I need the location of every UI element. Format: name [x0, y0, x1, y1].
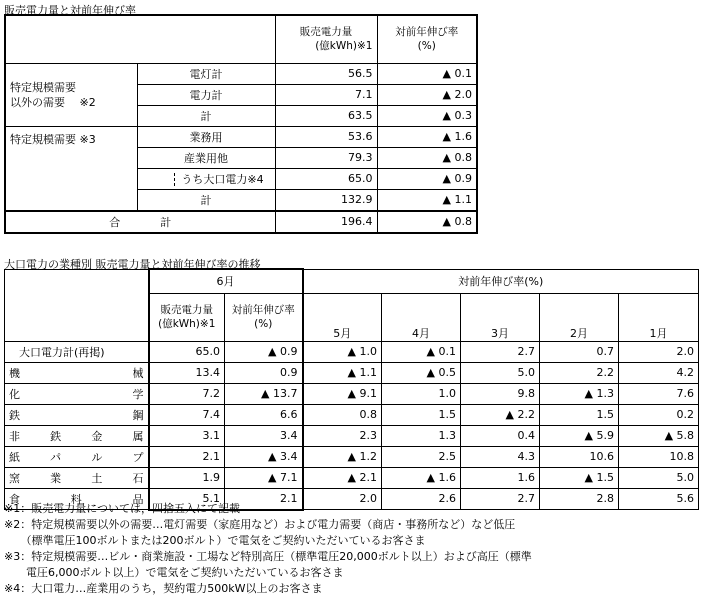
industry-label [5, 404, 149, 425]
industry-rows [5, 341, 699, 510]
growth-month: 2.7 [461, 341, 540, 362]
growth-month: ▲ 1.3 [540, 383, 619, 404]
industry-label-char: 非 [9, 429, 20, 443]
row-value: 56.5 [275, 63, 377, 84]
footnote-line: ※3：特定規模需要…ビル・商業施設・工場など特別高圧（標準電圧20,000ボルト以上）および高圧（標準 [4, 550, 532, 563]
industry-label-chars [9, 449, 144, 465]
table-row [5, 446, 699, 467]
growth-month: 1.3 [382, 425, 461, 446]
growth-header: 対前年伸び率(%) [303, 269, 699, 293]
header-blank [5, 15, 275, 63]
row-label: 産業用他 [137, 147, 275, 168]
growth-month: 10.6 [540, 446, 619, 467]
row-value: 63.5 [275, 105, 377, 126]
growth-month: 0.7 [540, 341, 619, 362]
header-growth-unit: (%) [417, 40, 436, 53]
growth-june: ▲ 7.1 [225, 467, 303, 488]
growth-month: ▲ 1.5 [540, 467, 619, 488]
industry-label-chars [9, 470, 144, 486]
growth-june: ▲ 0.9 [225, 341, 303, 362]
growth-june: 6.6 [225, 404, 303, 425]
sales-value: 5.1 [149, 488, 225, 510]
sales-value: 3.1 [149, 425, 225, 446]
growth-month: 0.4 [461, 425, 540, 446]
industry-label-char: 機 [9, 366, 20, 380]
row-growth: ▲ 0.1 [377, 63, 477, 84]
table-row [5, 467, 699, 488]
row-label: 電灯計 [137, 63, 275, 84]
growth-june: ▲ 3.4 [225, 446, 303, 467]
growth-month: ▲ 5.8 [619, 425, 699, 446]
industry-label-char: ル [91, 450, 103, 464]
growth-month: ▲ 2.2 [461, 404, 540, 425]
industry-label-char: 窯 [9, 471, 20, 485]
growth-june: 2.1 [225, 488, 303, 510]
table1-title: 販売電力量と対前年伸び率 [4, 4, 136, 17]
growth-month: 5.0 [461, 362, 540, 383]
month-col: 2月 [540, 293, 619, 341]
industry-label-char: 業 [50, 471, 62, 485]
industry-label [5, 383, 149, 404]
growth-june: 0.9 [225, 362, 303, 383]
industry-label-char: 紙 [9, 450, 20, 464]
row-growth: ▲ 1.1 [377, 189, 477, 211]
industry-label-char: 械 [132, 366, 144, 380]
footnote-line: ※1：販売電力量については，四捨五入にて記載 [4, 502, 240, 515]
month-header: 6月 [149, 269, 303, 293]
col-sales [149, 293, 225, 341]
sales-value: 7.4 [149, 404, 225, 425]
table-row [5, 404, 699, 425]
growth-june: 3.4 [225, 425, 303, 446]
growth-month: 7.6 [619, 383, 699, 404]
industry-label-char: パ [50, 450, 62, 464]
group1-label: 特定規模需要 以外の需要 ※2 [5, 63, 137, 126]
header-sales [275, 15, 377, 63]
growth-month: ▲ 9.1 [303, 383, 382, 404]
table-row [5, 383, 699, 404]
row-growth: ▲ 0.9 [377, 168, 477, 189]
sales-table [4, 14, 478, 234]
growth-june: ▲ 13.7 [225, 383, 303, 404]
growth-month: ▲ 1.2 [303, 446, 382, 467]
growth-month: 0.8 [303, 404, 382, 425]
growth-month: 2.0 [619, 341, 699, 362]
col-sales-label: 販売電力量 [160, 304, 213, 316]
growth-month: 2.2 [540, 362, 619, 383]
table-row [5, 362, 699, 383]
row-growth: ▲ 1.6 [377, 126, 477, 147]
table-row [5, 425, 699, 446]
table2-title: 大口電力の業種別 販売電力量と対前年伸び率の推移 [4, 258, 261, 271]
industry-label-char: 土 [91, 471, 103, 485]
industry-label-char: 金 [91, 429, 103, 443]
growth-month: 0.2 [619, 404, 699, 425]
growth-month: ▲ 0.5 [382, 362, 461, 383]
row-label-sub-text: うち大口電力※4 [174, 173, 263, 186]
col-growth [225, 293, 303, 341]
industry-label-char: 属 [132, 429, 144, 443]
sales-value: 13.4 [149, 362, 225, 383]
industry-label-char: 化 [9, 387, 20, 401]
footnote-line: 電圧6,000ボルト以上）で電気をご契約いただいているお客さま [4, 566, 344, 579]
growth-month: ▲ 5.9 [540, 425, 619, 446]
total-label-1: 合 [109, 215, 121, 229]
growth-month: 2.7 [461, 488, 540, 510]
growth-month: 4.2 [619, 362, 699, 383]
industry-table [4, 268, 699, 511]
industry-label-chars [9, 407, 144, 423]
row-growth: ▲ 0.3 [377, 105, 477, 126]
industry-label-char: 品 [132, 492, 144, 506]
industry-label-char: 食 [9, 492, 20, 506]
row-value: 79.3 [275, 147, 377, 168]
col-sales-unit: (億kWh)※1 [158, 318, 216, 330]
industry-label [5, 446, 149, 467]
total-label-2: 計 [160, 215, 172, 229]
growth-month: 2.0 [303, 488, 382, 510]
month-col: 1月 [619, 293, 699, 341]
growth-month: ▲ 1.6 [382, 467, 461, 488]
industry-label-char: 学 [132, 387, 144, 401]
total-growth: ▲ 0.8 [377, 211, 477, 233]
industry-label [5, 425, 149, 446]
footnote-line: ※4：大口電力…産業用のうち，契約電力500kW以上のお客さま [4, 582, 323, 595]
industry-label-chars [9, 386, 144, 402]
industry-label [5, 362, 149, 383]
sales-value: 65.0 [149, 341, 225, 362]
row-label: 業務用 [137, 126, 275, 147]
header-growth [377, 15, 477, 63]
growth-month: 2.3 [303, 425, 382, 446]
footnote-line: （標準電圧100ボルトまたは200ボルト）で電気をご契約いただいているお客さま [4, 534, 426, 547]
header-sales-label: 販売電力量 [299, 26, 353, 39]
industry-label [5, 467, 149, 488]
industry-label: 大口電力計(再掲) [5, 341, 149, 362]
growth-month: ▲ 1.1 [303, 362, 382, 383]
row-label: 計 [137, 189, 275, 211]
row-value: 53.6 [275, 126, 377, 147]
row-label: 計 [137, 105, 275, 126]
growth-month: 2.8 [540, 488, 619, 510]
growth-month: 1.5 [382, 404, 461, 425]
header-growth-label: 対前年伸び率 [395, 26, 459, 39]
row-value: 7.1 [275, 84, 377, 105]
footnote-line: ※2：特定規模需要以外の需要…電灯需要（家庭用など）および電力需要（商店・事務所など）など低圧 [4, 518, 516, 531]
growth-month: 1.0 [382, 383, 461, 404]
industry-label-char: 石 [132, 471, 144, 485]
growth-month: 9.8 [461, 383, 540, 404]
sales-value: 1.9 [149, 467, 225, 488]
sales-value: 7.2 [149, 383, 225, 404]
industry-label-char: 鉄 [9, 408, 20, 422]
month-col: 4月 [382, 293, 461, 341]
growth-month: ▲ 0.1 [382, 341, 461, 362]
growth-month: ▲ 2.1 [303, 467, 382, 488]
growth-month: 2.6 [382, 488, 461, 510]
industry-label-char: 鋼 [132, 408, 144, 422]
month-col: 5月 [303, 293, 382, 341]
total-value: 196.4 [275, 211, 377, 233]
growth-month: 10.8 [619, 446, 699, 467]
growth-month: 5.0 [619, 467, 699, 488]
row-growth: ▲ 2.0 [377, 84, 477, 105]
row-label: 電力計 [137, 84, 275, 105]
row-growth: ▲ 0.8 [377, 147, 477, 168]
growth-month: 5.6 [619, 488, 699, 510]
row-value: 65.0 [275, 168, 377, 189]
group2-label: 特定規模需要 ※3 [5, 126, 137, 211]
header-sales-unit: (億kWh)※1 [315, 40, 373, 53]
industry-label-char: プ [132, 450, 144, 464]
growth-month: 4.3 [461, 446, 540, 467]
col-growth-unit: (%) [254, 318, 273, 330]
row-value: 132.9 [275, 189, 377, 211]
sales-value: 2.1 [149, 446, 225, 467]
growth-month: 1.6 [461, 467, 540, 488]
growth-month: 2.5 [382, 446, 461, 467]
industry-label-char: 料 [70, 492, 82, 506]
total-label [5, 211, 275, 233]
header-blank [5, 269, 149, 341]
industry-label-chars [9, 428, 144, 444]
month-col: 3月 [461, 293, 540, 341]
row-label-sub [137, 168, 275, 189]
table-row [5, 341, 699, 362]
industry-label-char: 鉄 [50, 429, 62, 443]
industry-label-chars [9, 365, 144, 381]
growth-month: 1.5 [540, 404, 619, 425]
col-growth-label: 対前年伸び率 [231, 304, 295, 316]
growth-month: ▲ 1.0 [303, 341, 382, 362]
